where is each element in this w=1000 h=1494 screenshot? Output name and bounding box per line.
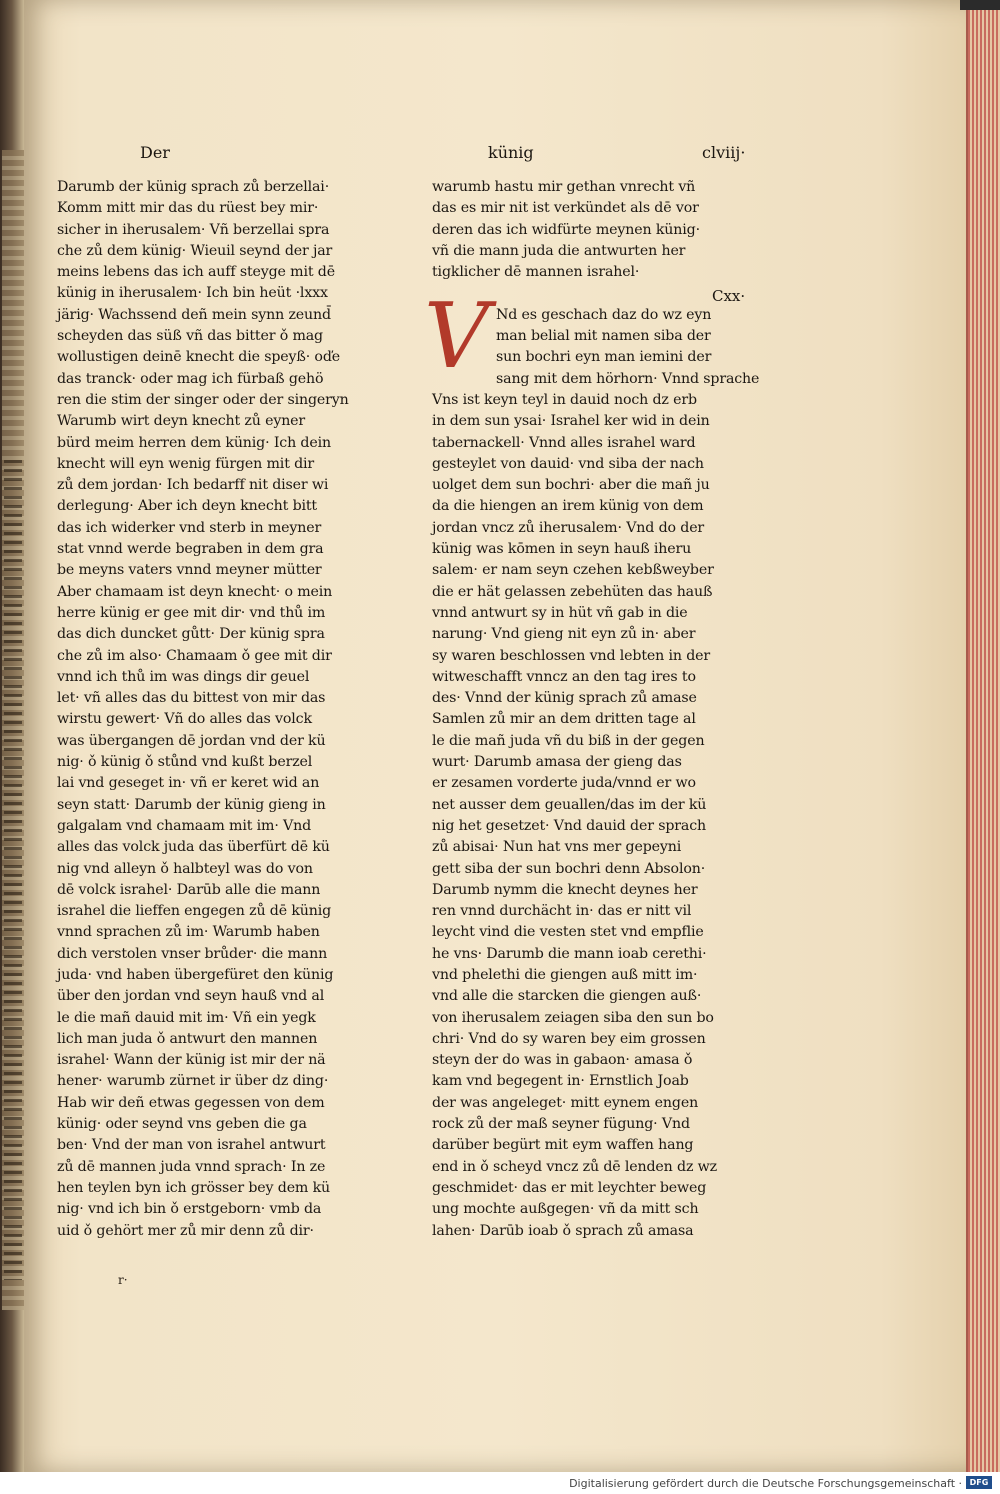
text-line: narung· Vnd gieng nit eyn zů in· aber bbox=[432, 626, 696, 643]
text-line: das es mir nit ist verkündet als dē vor bbox=[432, 200, 699, 217]
text-line: das ich widerker vnd sterb in meyner bbox=[57, 519, 322, 536]
dfg-logo: DFG bbox=[966, 1476, 992, 1489]
text-line: was übergangen dē jordan vnd der kü bbox=[57, 732, 326, 749]
text-line: be meyns vaters vnnd meyner mütter bbox=[57, 562, 322, 579]
text-line: tigklicher dē mannen israhel· bbox=[432, 264, 640, 281]
text-line: he vns· Darumb die mann ioab cerethi· bbox=[432, 945, 707, 962]
chapter-number: Cxx· bbox=[712, 287, 746, 305]
text-line: das dich duncket gůtt· Der künig spra bbox=[57, 626, 325, 643]
text-line: let· vñ alles das du bittest von mir das bbox=[57, 690, 326, 707]
text-line: vnd phelethi die giengen auß mitt im· bbox=[432, 966, 698, 983]
text-line: in dem sun ysai· Israhel ker wid in dein bbox=[432, 413, 710, 430]
text-line: steyn der do was in gabaon· amasa ǒ bbox=[432, 1052, 693, 1069]
text-line: kam vnd begegent in· Ernstlich Joab bbox=[432, 1073, 689, 1090]
funding-notice: Digitalisierung gefördert durch die Deutsche Forschungsgemeinschaft · bbox=[569, 1477, 962, 1490]
text-line: jordan vncz zů iherusalem· Vnd do der bbox=[432, 519, 705, 536]
text-line: Vns ist keyn teyl in dauid noch dz erb bbox=[432, 391, 697, 408]
text-line: zů dē mannen juda vnnd sprach· In ze bbox=[57, 1158, 326, 1175]
text-line: Samlen zů mir an dem dritten tage al bbox=[432, 711, 696, 728]
text-line: lich man juda ǒ antwurt den mannen bbox=[57, 1030, 318, 1047]
text-line: che zů im also· Chamaam ǒ gee mit dir bbox=[57, 647, 332, 664]
text-line: seyn statt· Darumb der künig gieng in bbox=[57, 796, 326, 813]
text-line: sun bochri eyn man iemini der bbox=[496, 349, 712, 366]
text-line: salem· er nam seyn czehen kebßweyber bbox=[432, 562, 714, 579]
text-line: die er hät gelassen zebehüten das hauß bbox=[432, 583, 713, 600]
text-line: er zesamen vorderte juda/vnnd er wo bbox=[432, 775, 696, 792]
text-line: gesteylet von dauid· vnd siba der nach bbox=[432, 455, 704, 472]
text-line: dē volck israhel· Darūb alle die mann bbox=[57, 881, 321, 898]
text-line: dich verstolen vnser brůder· die mann bbox=[57, 945, 328, 962]
text-line: das tranck· oder mag ich fürbaß gehö bbox=[57, 370, 324, 387]
text-line: nig· vnd ich bin ǒ erstgeborn· vmb da bbox=[57, 1201, 322, 1218]
text-line: ren vnnd durchächt in· das er nitt vil bbox=[432, 903, 692, 920]
text-line: che zů dem künig· Wieuil seynd der jar bbox=[57, 242, 333, 259]
text-line: des· Vnnd der künig sprach zů amase bbox=[432, 690, 697, 707]
text-line: vnnd ich thů im was dings dir geuel bbox=[57, 668, 310, 685]
text-line: wurt· Darumb amasa der gieng das bbox=[432, 754, 682, 771]
text-line: vnnd antwurt sy in hüt vñ gab in die bbox=[432, 604, 688, 621]
text-line: von iherusalem zeiagen siba den sun bo bbox=[432, 1009, 714, 1026]
text-line: Warumb wirt deyn knecht zů eyner bbox=[57, 413, 306, 430]
text-line: juda· vnd haben übergefüret den künig bbox=[57, 966, 334, 983]
text-line: künig in iherusalem· Ich bin heüt ·lxxx bbox=[57, 285, 328, 302]
text-line: herre künig er gee mit dir· vnd thů im bbox=[57, 604, 326, 621]
text-line: lahen· Darūb ioab ǒ sprach zů amasa bbox=[432, 1222, 694, 1239]
text-line: Komm mitt mir das du rüest bey mir· bbox=[57, 200, 319, 217]
page-edges-red bbox=[966, 6, 1000, 1472]
text-line: ren die stim der singer oder der singeryn bbox=[57, 391, 349, 408]
text-line: scheyden das süß vñ das bitter ǒ mag bbox=[57, 328, 323, 345]
text-line: Hab wir deñ etwas gegessen von dem bbox=[57, 1094, 325, 1111]
text-line: lai vnd geseget in· vñ er keret wid an bbox=[57, 775, 320, 792]
text-line: alles das volck juda das überfürt dē kü bbox=[57, 839, 330, 856]
text-column-left bbox=[57, 177, 377, 1242]
text-line: chri· Vnd do sy waren bey eim grossen bbox=[432, 1030, 706, 1047]
text-line: hener· warumb zürnet ir über dz ding· bbox=[57, 1073, 329, 1090]
text-line: Aber chamaam ist deyn knecht· o mein bbox=[57, 583, 333, 600]
text-line: vnnd sprachen zů im· Warumb haben bbox=[57, 924, 320, 941]
text-line: tabernackell· Vnnd alles israhel ward bbox=[432, 434, 696, 451]
running-head-center: künig bbox=[488, 143, 534, 162]
text-line: stat vnnd werde begraben in dem gra bbox=[57, 541, 324, 558]
chapter-body bbox=[432, 305, 762, 1242]
text-line: sang mit dem hörhorn· Vnnd sprache bbox=[496, 370, 760, 387]
text-line: da die hiengen an irem künig von dem bbox=[432, 498, 704, 515]
text-line: man belial mit namen siba der bbox=[496, 328, 711, 345]
text-line: Nd es geschach daz do wz eyn bbox=[496, 306, 712, 323]
text-line: nig· ǒ künig ǒ stůnd vnd kußt berzel bbox=[57, 754, 313, 771]
text-line: Darumb nymm die knecht deynes her bbox=[432, 881, 698, 898]
text-line: gett siba der sun bochri denn Absolon· bbox=[432, 860, 706, 877]
text-line: ben· Vnd der man von israhel antwurt bbox=[57, 1137, 326, 1154]
text-line: über den jordan vnd seyn hauß vnd al bbox=[57, 988, 325, 1005]
text-line: bürd meim herren dem künig· Ich dein bbox=[57, 434, 331, 451]
text-line: darüber begürt mit eym waffen hang bbox=[432, 1137, 694, 1154]
text-line: israhel die lieffen engegen zů dē künig bbox=[57, 903, 332, 920]
text-line: nig het gesetzet· Vnd dauid der sprach bbox=[432, 817, 706, 834]
text-line: Darumb der künig sprach zů berzellai· bbox=[57, 179, 330, 195]
signature-mark: r· bbox=[118, 1273, 128, 1287]
text-line: knecht will eyn wenig fürgen mit dir bbox=[57, 455, 315, 472]
text-line: järig· Wachssend deñ mein synn zeund̄ bbox=[57, 306, 331, 323]
text-line: hen teylen byn ich grösser bey dem kü bbox=[57, 1179, 331, 1196]
text-line: le die mañ dauid mit im· Vñ ein yegk bbox=[57, 1009, 316, 1026]
text-line: wirstu gewert· Vñ do alles das volck bbox=[57, 711, 312, 728]
text-line: le die mañ juda vñ du biß in der gegen bbox=[432, 732, 705, 749]
text-line: end in ǒ scheyd vncz zů dē lenden dz wz bbox=[432, 1158, 717, 1175]
text-line: leycht vind die vesten stet vnd empflie bbox=[432, 924, 704, 941]
text-line: zů abisai· Nun hat vns mer gepeyni bbox=[432, 839, 682, 856]
text-line: uid ǒ gehört mer zů mir denn zů dir· bbox=[57, 1222, 314, 1239]
text-line: nig vnd alleyn ǒ halbteyl was do von bbox=[57, 860, 313, 877]
text-line: wollustigen deinē knecht die speyß· oďe bbox=[57, 349, 340, 366]
facing-page-text-bleed bbox=[4, 460, 22, 1280]
text-line: uolget dem sun bochri· aber die mañ ju bbox=[432, 477, 710, 494]
text-line: der was angeleget· mitt eynem engen bbox=[432, 1094, 699, 1111]
text-line: deren das ich widfürte meynen künig· bbox=[432, 221, 700, 238]
text-line: zů dem jordan· Ich bedarff nit diser wi bbox=[57, 477, 329, 494]
text-line: ung mochte außgegen· vñ da mitt sch bbox=[432, 1201, 699, 1218]
text-line: derlegung· Aber ich deyn knecht bitt bbox=[57, 498, 317, 515]
text-line: sicher in iherusalem· Vñ berzellai spra bbox=[57, 221, 330, 238]
text-line: sy waren beschlossen vnd lebten in der bbox=[432, 647, 711, 664]
text-line: israhel· Wann der künig ist mir der nä bbox=[57, 1052, 326, 1069]
text-line: rock zů der maß seyner fügung· Vnd bbox=[432, 1116, 690, 1133]
scan-background-corner bbox=[960, 0, 1000, 10]
text-line: galgalam vnd chamaam mit im· Vnd bbox=[57, 817, 312, 834]
running-head-left: Der bbox=[140, 143, 170, 162]
text-line: vñ die mann juda die antwurten her bbox=[432, 242, 686, 259]
text-line: künig· oder seynd vns geben die ga bbox=[57, 1116, 307, 1133]
text-line: net ausser dem geuallen/das im der kü bbox=[432, 796, 707, 813]
text-line: witweschafft vnncz an den tag ires to bbox=[432, 668, 696, 685]
text-line: warumb hastu mir gethan vnrecht vñ bbox=[432, 179, 696, 195]
text-line: vnd alle die starcken die giengen auß· bbox=[432, 988, 702, 1005]
text-line: meins lebens das ich auff steyge mit dē bbox=[57, 264, 335, 281]
folio-number: clviij· bbox=[702, 143, 746, 162]
text-line: geschmidet· das er mit leychter beweg bbox=[432, 1179, 707, 1196]
text-column-right-top bbox=[432, 177, 762, 283]
text-line: künig was kōmen in seyn hauß iheru bbox=[432, 541, 692, 558]
red-initial-letter: V bbox=[424, 284, 489, 389]
footer-bar bbox=[0, 1472, 1000, 1494]
